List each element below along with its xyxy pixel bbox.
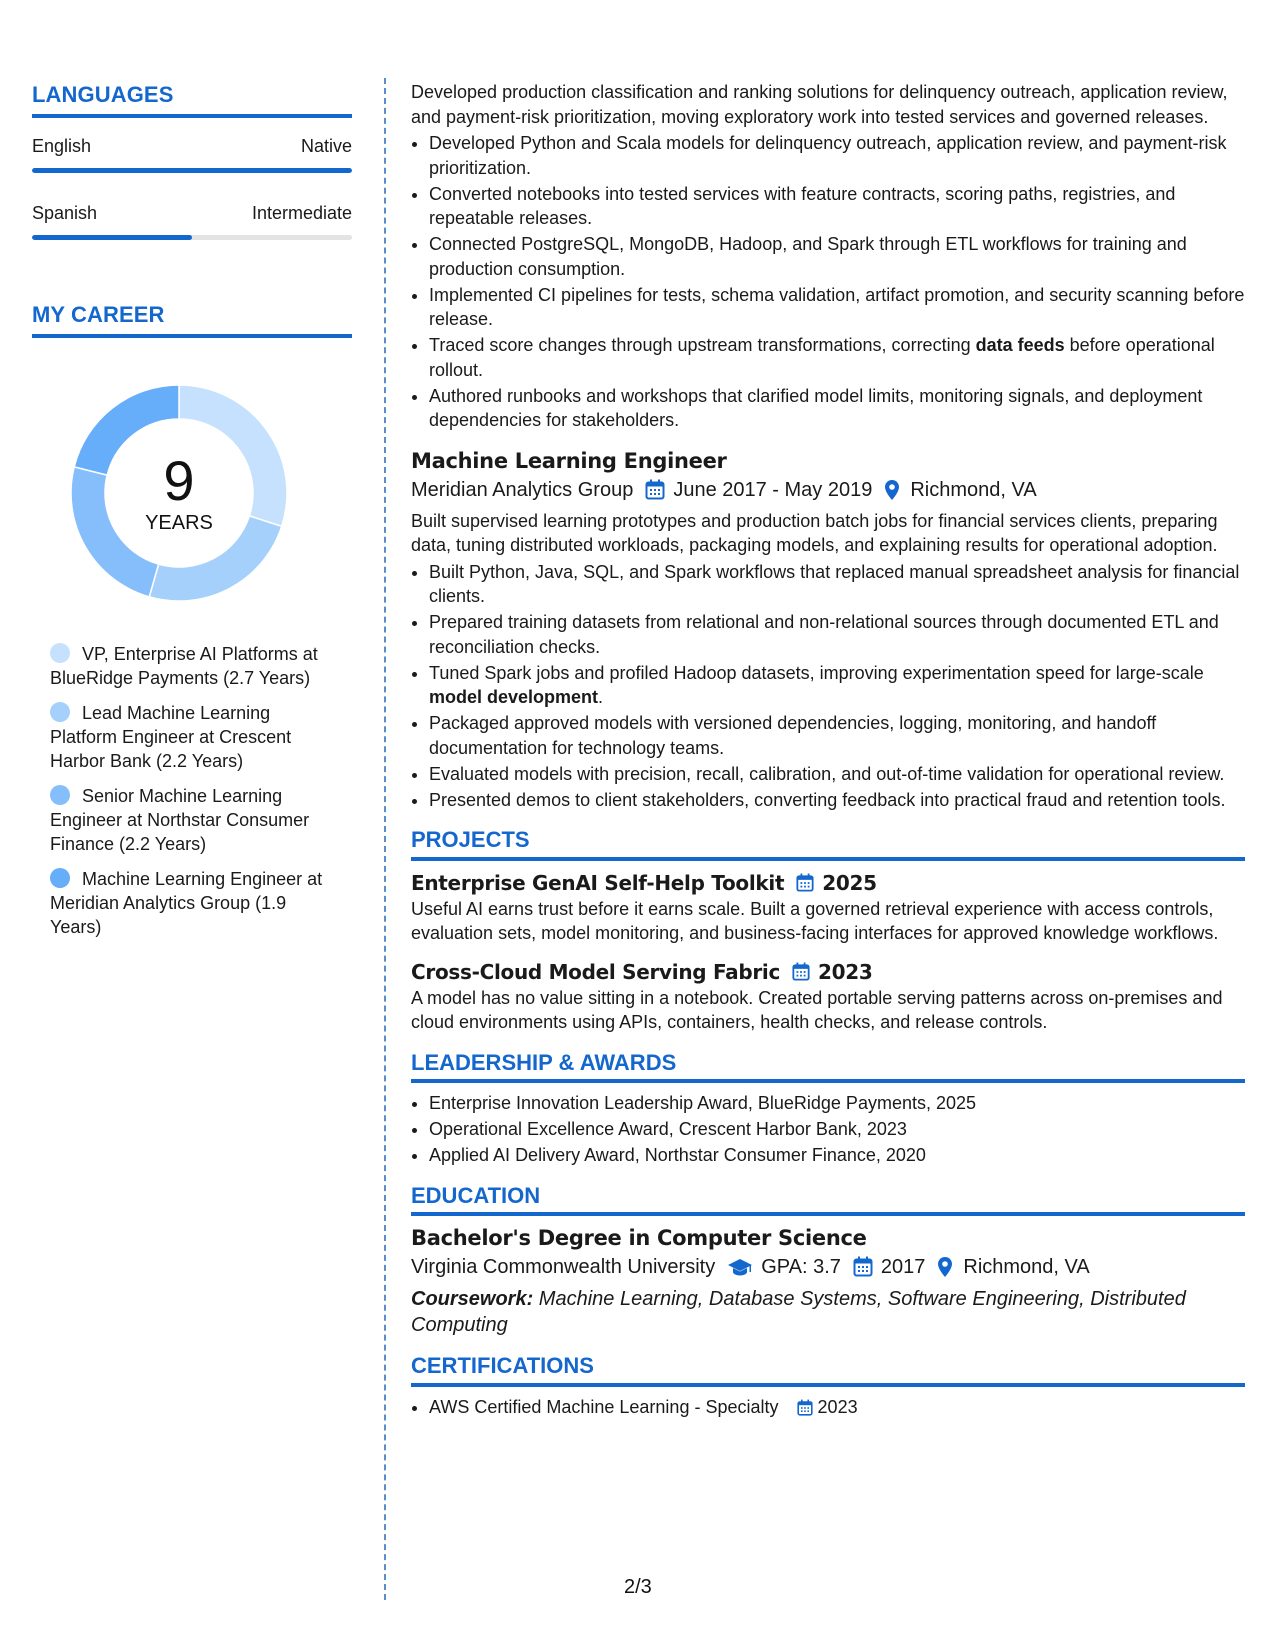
legend-dot-icon: [50, 785, 70, 805]
project-title: [411, 869, 1245, 897]
calendar-icon: [792, 962, 810, 982]
language-bar-fill: [32, 168, 352, 173]
coursework-list: Machine Learning, Database Systems, Software Engineering, Distributed Computing: [411, 1288, 1186, 1336]
project-year: 2025: [822, 870, 877, 895]
legend-label: Lead Machine Learning Platform Engineer at Crescent Harbor Bank (2.2 Years): [50, 703, 292, 771]
right-column: [411, 80, 1245, 1421]
awards-list: [411, 1091, 1245, 1168]
legend-dot-icon: [50, 868, 70, 888]
language-name: Spanish: [32, 203, 98, 223]
location-pin-icon: [884, 479, 900, 501]
legend-item: [50, 867, 330, 939]
calendar-icon: [645, 479, 665, 501]
awards-heading: LEADERSHIP & AWARDS: [411, 1051, 1245, 1084]
graduation-cap-icon: [727, 1257, 753, 1277]
career-legend: [50, 642, 330, 939]
language-bar: [32, 235, 352, 240]
coursework: [411, 1286, 1245, 1338]
languages-heading: LANGUAGES: [32, 82, 352, 118]
language-spanish: [32, 201, 352, 240]
job-title: Machine Learning Engineer: [411, 448, 727, 473]
education-meta: [411, 1252, 1245, 1282]
bullet-text: Traced score changes through upstream transformations, correcting: [429, 335, 976, 355]
legend-dot-icon: [50, 643, 70, 663]
career-donut-chart: [64, 378, 294, 608]
bullet-item: • Evaluated models with precision, recall, calibration, and out-of-time validation for operational review.: [429, 762, 1245, 787]
page-number: 2/3: [624, 1576, 652, 1598]
legend-label: Senior Machine Learning Engineer at Northstar Consumer Finance (2.2 Years): [50, 786, 310, 854]
project-year: 2023: [818, 959, 873, 984]
bullet-item: • Built Python, Java, SQL, and Spark workflows that replaced manual spreadsheet analysis for financial clients.: [429, 560, 1245, 609]
language-name: English: [32, 136, 92, 156]
education-heading: EDUCATION: [411, 1184, 1245, 1217]
project-title: [411, 958, 1245, 986]
bullet-bold-text: model development: [429, 687, 599, 707]
award-item: • Applied AI Delivery Award, Northstar Consumer Finance, 2020: [429, 1143, 1245, 1168]
certification-item: [429, 1395, 1245, 1420]
job-bullets: [411, 131, 1245, 433]
bullet-item: • Presented demos to client stakeholders, converting feedback into practical fraud and retention tools.: [429, 788, 1245, 813]
calendar-icon: [853, 1256, 873, 1278]
bullet-item: • Packaged approved models with versioned dependencies, logging, monitoring, and handoff documentation for technology teams.: [429, 711, 1245, 760]
bullet-text: before operational rollout.: [429, 335, 1215, 380]
job-summary: Developed production classification and ranking solutions for delinquency outreach, application review, and payment-risk prioritization, moving exploratory work into tested services and governed releases.: [411, 82, 1228, 127]
project-description: Useful AI earns trust before it earns scale. Built a governed retrieval experience with access controls, evaluation sets, model monitoring, and business-facing interfaces for approved knowledge workflows.: [411, 898, 1219, 943]
legend-item: [50, 642, 330, 690]
job-meta: [411, 475, 1245, 505]
language-english: [32, 134, 352, 173]
language-level: Intermediate: [251, 203, 352, 223]
job-location: Richmond, VA: [910, 478, 1037, 501]
job-dates: June 2017 - May 2019: [673, 478, 873, 501]
calendar-icon: [797, 1399, 813, 1417]
location-pin-icon: [937, 1256, 953, 1278]
bullet-item: • Connected PostgreSQL, MongoDB, Hadoop, and Spark through ETL workflows for training and production consumption.: [429, 232, 1245, 281]
career-total-unit: YEARS: [145, 511, 213, 534]
project-name: Enterprise GenAI Self-Help Toolkit: [411, 870, 785, 895]
coursework-label: Coursework:: [411, 1288, 534, 1310]
project-name: Cross-Cloud Model Serving Fabric: [411, 959, 781, 984]
project-description: A model has no value sitting in a notebook. Created portable serving patterns across on-premises and cloud environments using APIs, containers, health checks, and release controls.: [411, 987, 1223, 1032]
gpa: GPA: 3.7: [761, 1256, 841, 1278]
bullet-item: • Prepared training datasets from relational and non-relational sources through documented ETL and reconciliation checks.: [429, 610, 1245, 659]
bullet-item: • Implemented CI pipelines for tests, schema validation, artifact promotion, and security scanning before release.: [429, 283, 1245, 332]
language-bar: [32, 168, 352, 173]
language-bar-fill: [32, 235, 192, 240]
bullet-item: [429, 333, 1245, 382]
career-heading: MY CAREER: [32, 302, 352, 338]
job-summary: Built supervised learning prototypes and production batch jobs for financial services clients, preparing data, tuning distributed workloads, packaging models, and explaining results for operational adoption.: [411, 510, 1218, 555]
legend-dot-icon: [50, 702, 70, 722]
bullet-text: .: [598, 687, 604, 707]
projects-heading: PROJECTS: [411, 828, 1245, 861]
certification-name: AWS Certified Machine Learning - Specialty: [429, 1396, 779, 1417]
bullet-text: Tuned Spark jobs and profiled Hadoop datasets, improving experimentation speed for large-scale: [429, 662, 1204, 683]
degree-title: Bachelor's Degree in Computer Science: [411, 1226, 867, 1250]
legend-label: Machine Learning Engineer at Meridian Analytics Group (1.9 Years): [50, 869, 323, 937]
legend-item: [50, 784, 330, 856]
bullet-item: • Converted notebooks into tested services with feature contracts, scoring paths, registries, and repeatable releases.: [429, 182, 1245, 231]
award-item: • Operational Excellence Award, Crescent Harbor Bank, 2023: [429, 1117, 1245, 1142]
legend-label: VP, Enterprise AI Platforms at BlueRidge Payments (2.7 Years): [50, 644, 318, 688]
left-column: [32, 82, 352, 950]
career-total-years: 9: [163, 448, 195, 512]
award-item: • Enterprise Innovation Leadership Award, BlueRidge Payments, 2025: [429, 1091, 1245, 1116]
bullet-item: [429, 661, 1245, 710]
certifications-list: [411, 1395, 1245, 1420]
job-bullets: [411, 560, 1245, 813]
graduation-year: 2017: [880, 1256, 926, 1278]
job-company: Meridian Analytics Group: [411, 478, 634, 501]
school-location: Richmond, VA: [963, 1256, 1090, 1278]
certifications-heading: CERTIFICATIONS: [411, 1354, 1245, 1387]
bullet-item: • Developed Python and Scala models for delinquency outreach, application review, and payment-risk prioritization.: [429, 131, 1245, 180]
certification-year: 2023: [817, 1396, 858, 1417]
column-divider: [384, 78, 386, 1600]
bullet-bold-text: data feeds: [975, 335, 1065, 355]
school-name: Virginia Commonwealth University: [411, 1256, 716, 1278]
calendar-icon: [796, 873, 814, 893]
bullet-item: • Authored runbooks and workshops that clarified model limits, monitoring signals, and deployment dependencies for stakeholders.: [429, 384, 1245, 433]
legend-item: [50, 701, 330, 773]
language-level: Native: [300, 136, 352, 156]
